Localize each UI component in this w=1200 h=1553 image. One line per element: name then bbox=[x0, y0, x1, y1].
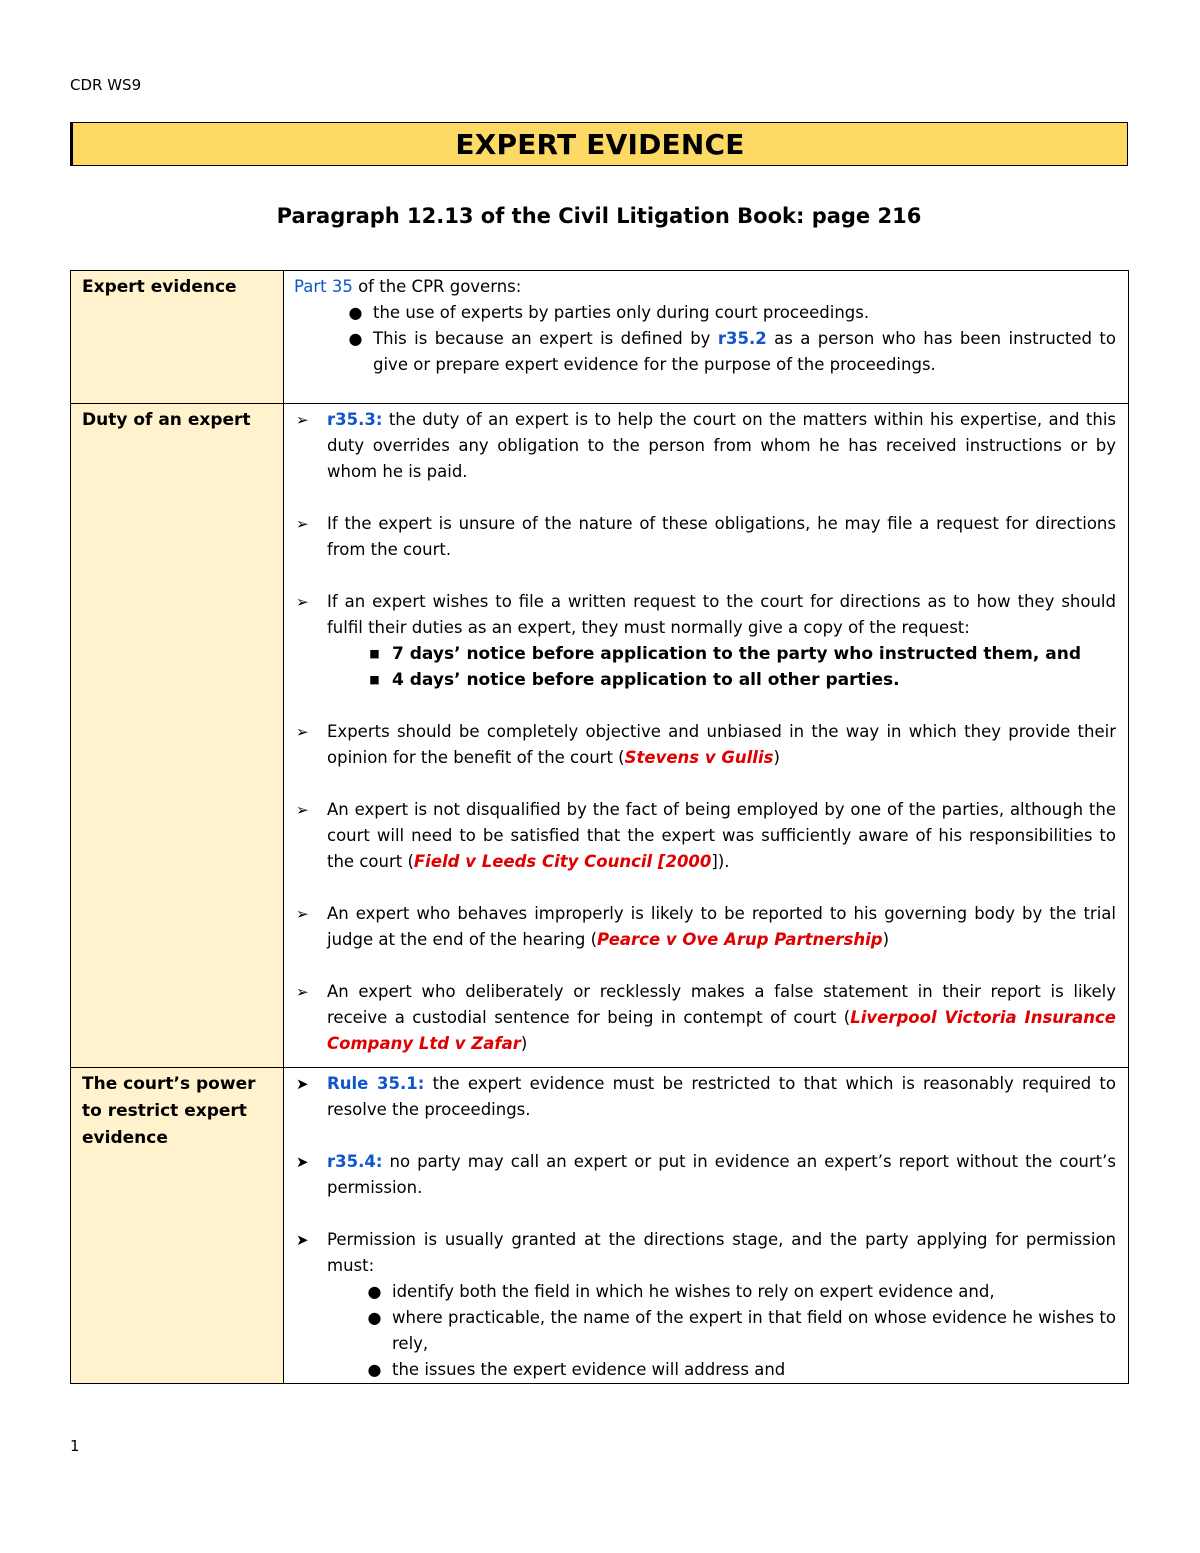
list-item: ➤ r35.4: no party may call an expert or put in evidence an expert’s report without the court’s permission. bbox=[294, 1149, 1116, 1201]
list-item: ● This is because an expert is defined by r35.2 as a person who has been instructed to give or prepare expert evidence for the purpose of the proceedings. bbox=[338, 326, 1116, 378]
page-subtitle: Paragraph 12.13 of the Civil Litigation Book: page 216 bbox=[276, 204, 922, 228]
bullet-icon: ● bbox=[348, 303, 363, 322]
list-item: ● the use of experts by parties only during court proceedings. bbox=[338, 300, 1116, 326]
page-title: EXPERT EVIDENCE bbox=[455, 127, 745, 161]
reference-r35-4: r35.4: bbox=[327, 1152, 383, 1171]
list-item: ■ 4 days’ notice before application to all other parties. bbox=[357, 667, 1116, 693]
row-label: Expert evidence bbox=[71, 271, 284, 404]
notes-table bbox=[70, 270, 1129, 1384]
square-bullet-icon: ■ bbox=[369, 647, 380, 660]
bullet-icon: ● bbox=[367, 1360, 382, 1379]
sub-list bbox=[357, 641, 1116, 693]
arrow-bullet-icon: ➢ bbox=[296, 983, 309, 1001]
list-item: ● where practicable, the name of the expert in that field on whose evidence he wishes to rely, bbox=[357, 1305, 1116, 1357]
bullet-icon: ● bbox=[367, 1282, 382, 1301]
case-citation: Pearce v Ove Arup Partnership bbox=[597, 930, 883, 949]
row-content bbox=[284, 404, 1129, 1068]
arrow-bullet-icon: ➢ bbox=[296, 593, 309, 611]
document-header: CDR WS9 bbox=[70, 76, 142, 94]
sub-list bbox=[357, 1279, 1116, 1383]
page-number: 1 bbox=[70, 1437, 80, 1455]
arrow-bullet-icon: ➢ bbox=[296, 515, 309, 533]
bullet-list bbox=[338, 300, 1116, 378]
intro-line: Part 35 of the CPR governs: bbox=[294, 277, 522, 296]
square-bullet-icon: ■ bbox=[369, 673, 380, 686]
row-label: The court’s power to restrict expert evidence bbox=[71, 1068, 284, 1384]
page-title-band bbox=[70, 122, 1128, 166]
row-content bbox=[284, 1068, 1129, 1384]
list-item: ● the issues the expert evidence will address and bbox=[357, 1357, 1116, 1383]
list-item: ➢ An expert who deliberately or recklessly makes a false statement in their report is likely receive a custodial sentence for being in contempt of court (Liverpool Victoria Insurance Company Ltd v Zafar) bbox=[294, 979, 1116, 1057]
case-citation: Stevens v Gullis bbox=[624, 748, 774, 767]
arrow-bullet-icon: ➤ bbox=[296, 1231, 309, 1249]
arrow-bullet-icon: ➢ bbox=[296, 905, 309, 923]
list-item: ➢ Experts should be completely objective and unbiased in the way in which they provide their opinion for the benefit of the court (Stevens v Gullis) bbox=[294, 719, 1116, 771]
row-label: Duty of an expert bbox=[71, 404, 284, 1068]
list-item: ■ 7 days’ notice before application to the party who instructed them, and bbox=[357, 641, 1116, 667]
case-citation: Field v Leeds City Council [2000 bbox=[413, 852, 712, 871]
table-row-court-power bbox=[71, 1068, 1129, 1384]
table-row-expert-evidence bbox=[71, 271, 1129, 404]
list-item: ➢ r35.3: the duty of an expert is to help the court on the matters within his expertise, and this duty overrides any obligation to the person from whom he has received instructions or by whom he is paid. bbox=[294, 407, 1116, 485]
list-item: ➢ If the expert is unsure of the nature of these obligations, he may file a request for directions from the court. bbox=[294, 511, 1116, 563]
arrow-bullet-icon: ➢ bbox=[296, 723, 309, 741]
table-row-duty-of-expert bbox=[71, 404, 1129, 1068]
reference-r35-3: r35.3: bbox=[327, 410, 383, 429]
reference-part35: Part 35 bbox=[294, 277, 353, 296]
list-item: ➢ An expert who behaves improperly is likely to be reported to his governing body by the trial judge at the end of the hearing (Pearce v Ove Arup Partnership) bbox=[294, 901, 1116, 953]
arrow-bullet-icon: ➢ bbox=[296, 411, 309, 429]
case-citation: Liverpool Victoria Insurance Company Ltd v Zafar bbox=[327, 1008, 1117, 1053]
row-content bbox=[284, 271, 1129, 404]
bullet-icon: ● bbox=[348, 329, 363, 348]
list-item: ➤ Rule 35.1: the expert evidence must be restricted to that which is reasonably required to resolve the proceedings. bbox=[294, 1071, 1116, 1123]
list-item: ➢ An expert is not disqualified by the fact of being employed by one of the parties, although the court will need to be satisfied that the expert was sufficiently aware of his responsibilities to the court (Field v Leeds City Council [2000]). bbox=[294, 797, 1116, 875]
reference-r35-2: r35.2 bbox=[717, 329, 767, 348]
list-item: ➤ Permission is usually granted at the directions stage, and the party applying for permission must: ● identify both the field in which he wishes to rely on expert evidence and, ● where practicable, the name of the expert in that field on whose evidence he wishes to rely, ● the issues the expert evidence will address and bbox=[294, 1227, 1116, 1383]
list-item: ● identify both the field in which he wishes to rely on expert evidence and, bbox=[357, 1279, 1116, 1305]
reference-rule-35-1: Rule 35.1: bbox=[327, 1074, 425, 1093]
arrow-bullet-icon: ➤ bbox=[296, 1153, 309, 1171]
list-item: ➢ If an expert wishes to file a written request to the court for directions as to how they should fulfil their duties as an expert, they must normally give a copy of the request: ■ 7 days’ notice before application to the party who instructed them, and ■ 4 days’ notice before application to all other parties. bbox=[294, 589, 1116, 693]
arrow-bullet-icon: ➤ bbox=[296, 1075, 309, 1093]
arrow-bullet-icon: ➢ bbox=[296, 801, 309, 819]
bullet-icon: ● bbox=[367, 1308, 382, 1327]
